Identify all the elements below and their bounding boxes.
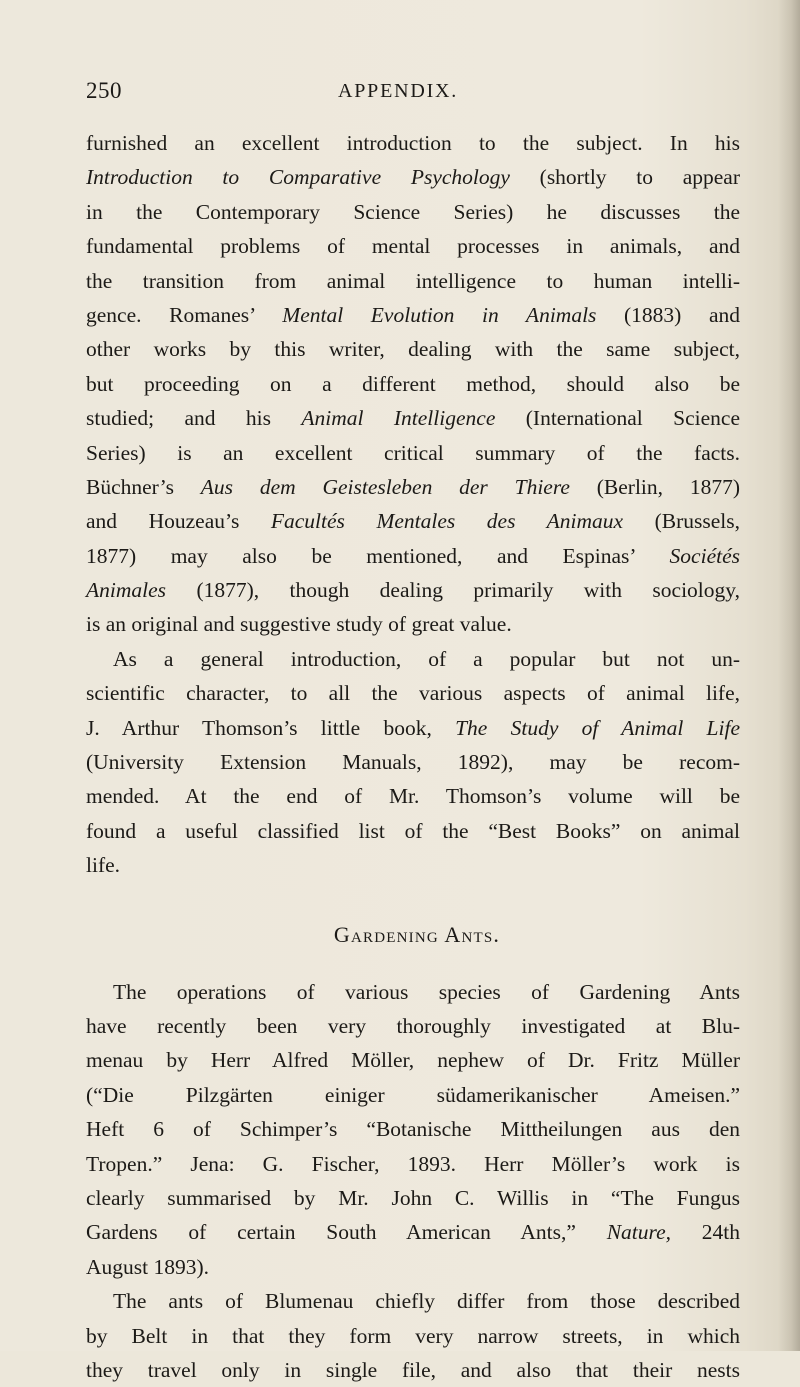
spacer bbox=[86, 951, 740, 975]
text-line: (University Extension Manuals, 1892), may be recom- bbox=[86, 750, 740, 775]
text-line: the transition from animal intelligence to human intelli- bbox=[86, 268, 740, 293]
text-line: Series) is an excellent critical summary of the facts. bbox=[86, 440, 740, 465]
text-run: (Berlin, 1877) bbox=[569, 474, 741, 499]
page-edge-shadow bbox=[778, 0, 800, 1351]
paragraph bbox=[86, 1284, 740, 1387]
text-line: The ants of Blumenau chiefly differ from those described bbox=[113, 1289, 740, 1314]
text-run: studied; and his bbox=[86, 406, 302, 431]
book-title: Animales bbox=[86, 578, 167, 603]
text-line: Heft 6 of Schimper’s “Botanische Mittheilungen aus den bbox=[86, 1117, 740, 1142]
text-run: and Houzeau’s bbox=[86, 509, 271, 534]
text-line: life. bbox=[86, 853, 121, 878]
text-line: they travel only in single file, and also that their nests bbox=[86, 1357, 740, 1382]
text-line bbox=[86, 1215, 740, 1249]
text-line bbox=[86, 573, 740, 607]
text-line: (“Die Pilzgärten einiger südamerikanischer Ameisen.” bbox=[86, 1082, 740, 1107]
text-line bbox=[86, 401, 740, 435]
paragraph bbox=[86, 126, 740, 642]
text-line: As a general introduction, of a popular but not un- bbox=[113, 646, 740, 671]
page-number: 250 bbox=[86, 78, 122, 103]
book-title: Animal Intelligence bbox=[301, 406, 496, 431]
spacer bbox=[86, 883, 740, 919]
text-line: clearly summarised by Mr. John C. Willis in “The Fungus bbox=[86, 1185, 740, 1210]
book-title: Introduction to Comparative Psychology bbox=[86, 165, 510, 190]
text-run: gence. Romanes’ bbox=[86, 302, 283, 327]
text-line bbox=[86, 470, 740, 504]
text-run: (International Science bbox=[495, 406, 740, 431]
text-run: (shortly to appear bbox=[509, 165, 740, 190]
body-text bbox=[86, 126, 740, 1387]
text-run: 24th bbox=[671, 1220, 740, 1245]
text-line: scientific character, to all the various aspects of animal life, bbox=[86, 681, 740, 706]
text-line: have recently been very thoroughly investigated at Blu- bbox=[86, 1013, 740, 1038]
text-line: but proceeding on a different method, should also be bbox=[86, 371, 740, 396]
text-run: (1883) and bbox=[596, 302, 740, 327]
book-title: Sociétés bbox=[669, 543, 740, 568]
text-line: by Belt in that they form very narrow streets, in which bbox=[86, 1323, 740, 1348]
paragraph bbox=[86, 642, 740, 883]
text-run: Gardens of certain South American Ants,” bbox=[86, 1220, 607, 1245]
text-line bbox=[86, 539, 740, 573]
text-line: menau by Herr Alfred Möller, nephew of Dr. Fritz Müller bbox=[86, 1048, 740, 1073]
book-title: Facultés Mentales des Animaux bbox=[270, 509, 624, 534]
text-line: furnished an excellent introduction to the subject. In his bbox=[86, 131, 740, 155]
section-heading: Gardening Ants. bbox=[333, 921, 501, 947]
book-title: Mental Evolution in Animals bbox=[282, 302, 597, 327]
text-line: is an original and suggestive study of great value. bbox=[86, 612, 512, 637]
journal-title: Nature, bbox=[606, 1220, 672, 1245]
text-line: mended. At the end of Mr. Thomson’s volume will be bbox=[86, 784, 740, 809]
text-run: (Brussels, bbox=[623, 509, 740, 534]
text-line bbox=[86, 711, 740, 745]
running-head: APPENDIX. bbox=[338, 80, 459, 102]
text-line: found a useful classified list of the “Best Books” on animal bbox=[86, 818, 740, 843]
text-line bbox=[86, 504, 740, 538]
text-line bbox=[86, 160, 740, 194]
text-line: The operations of various species of Gardening Ants bbox=[113, 979, 740, 1004]
text-line: in the Contemporary Science Series) he discusses the bbox=[86, 199, 740, 224]
book-title: Aus dem Geistesleben der Thiere bbox=[200, 474, 570, 499]
text-run: J. Arthur Thomson’s little book, bbox=[86, 715, 456, 740]
text-run: Büchner’s bbox=[86, 474, 201, 499]
book-title: The Study of Animal Life bbox=[455, 715, 740, 740]
text-line: other works by this writer, dealing with the same subject, bbox=[86, 337, 740, 362]
text-line: August 1893). bbox=[86, 1254, 210, 1279]
text-run: (1877), though dealing primarily with sociology, bbox=[166, 578, 740, 603]
text-line bbox=[86, 298, 740, 332]
text-run: 1877) may also be mentioned, and Espinas’ bbox=[86, 543, 670, 568]
text-line: Tropen.” Jena: G. Fischer, 1893. Herr Möller’s work is bbox=[86, 1151, 740, 1176]
text-line: fundamental problems of mental processes in animals, and bbox=[86, 234, 740, 259]
paragraph bbox=[86, 975, 740, 1285]
